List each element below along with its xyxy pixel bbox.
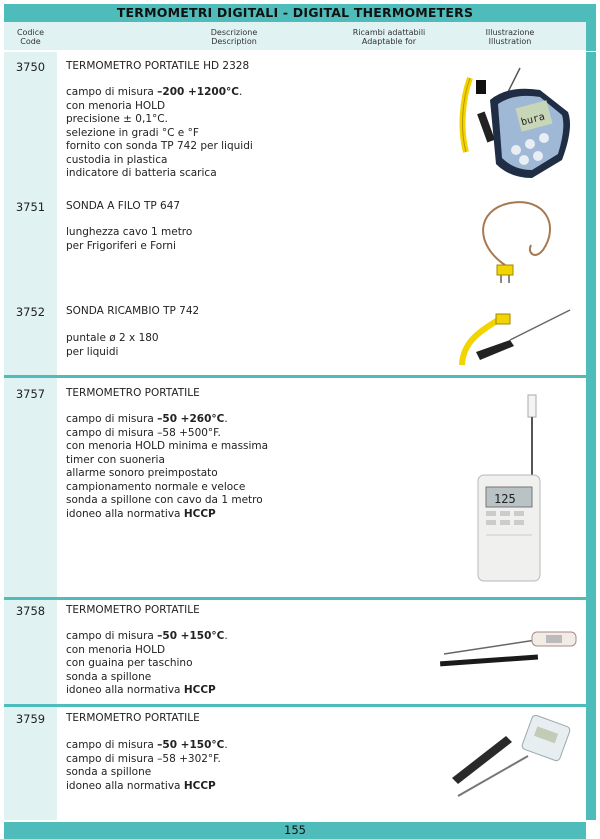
timer-thermometer-image [470,393,565,588]
product-description: campo di misura –50 +150°C. campo di misura –58 +302°F. sonda a spillone idoneo alla normativa HCCP [66,739,228,792]
product-name: TERMOMETRO PORTATILE HD 2328 [66,60,250,72]
device-display-text: bura [519,111,547,129]
column-headers [4,22,586,50]
pocket-thermometer-image [436,622,584,672]
probe-thermometer-image [448,712,578,804]
product-code: 3751 [15,200,46,214]
product-name: TERMOMETRO PORTATILE [66,387,200,399]
handheld-thermometer-image [440,60,580,185]
product-code: 3750 [15,60,46,74]
product-name: TERMOMETRO PORTATILE [66,604,200,616]
col-adapt-header: Ricambi adattabili Adaptable for [352,28,426,46]
col-illus-header: Illustrazione Illustration [485,28,535,46]
product-code: 3752 [15,305,46,319]
wire-probe-image [465,195,565,295]
page-title: TERMOMETRI DIGITALI - DIGITAL THERMOMETERS [4,4,586,22]
section-divider [4,704,596,707]
replacement-probe-image [448,300,573,375]
header-side-bar [586,4,596,51]
product-description: campo di misura –200 +1200°C. con menoria HOLD precisione ± 0,1°C. selezione in gradi °C e °F fornito con sonda TP 742 per liquidi custodia in plastica indicatore di batteria scarica [66,86,253,179]
product-code: 3759 [15,712,46,726]
product-description: lunghezza cavo 1 metro per Frigoriferi e Forni [66,226,193,252]
device-display-text: 125 [494,492,516,506]
product-description: campo di misura –50 +150°C. con menoria HOLD con guaina per taschino sonda a spillone idoneo alla normativa HCCP [66,630,228,696]
right-edge-bar [586,707,596,820]
product-code: 3757 [15,387,46,401]
col-desc-header: Descrizione Description [210,28,258,46]
product-description: campo di misura –50 +260°C. campo di misura –58 +500°F. con menoria HOLD minima e massima timer con suoneria allarme sonoro preimpostato campionamento normale e veloce sonda a spillone con cavo da 1 metro idoneo alla normativa HCCP [66,413,269,520]
section-divider [4,597,596,600]
product-name: SONDA RICAMBIO TP 742 [66,305,200,317]
product-name: SONDA A FILO TP 647 [66,200,181,212]
right-edge-bar [586,600,596,704]
right-edge-bar [586,378,596,597]
product-code: 3758 [15,604,46,618]
code-column-bg [4,378,57,597]
product-name: TERMOMETRO PORTATILE [66,712,200,724]
product-description: puntale ø 2 x 180 per liquidi [66,332,159,358]
page-number: 155 [4,822,586,839]
right-edge-bar [586,52,596,375]
section-divider [4,375,596,378]
col-code-header: Codice Code [16,28,45,46]
